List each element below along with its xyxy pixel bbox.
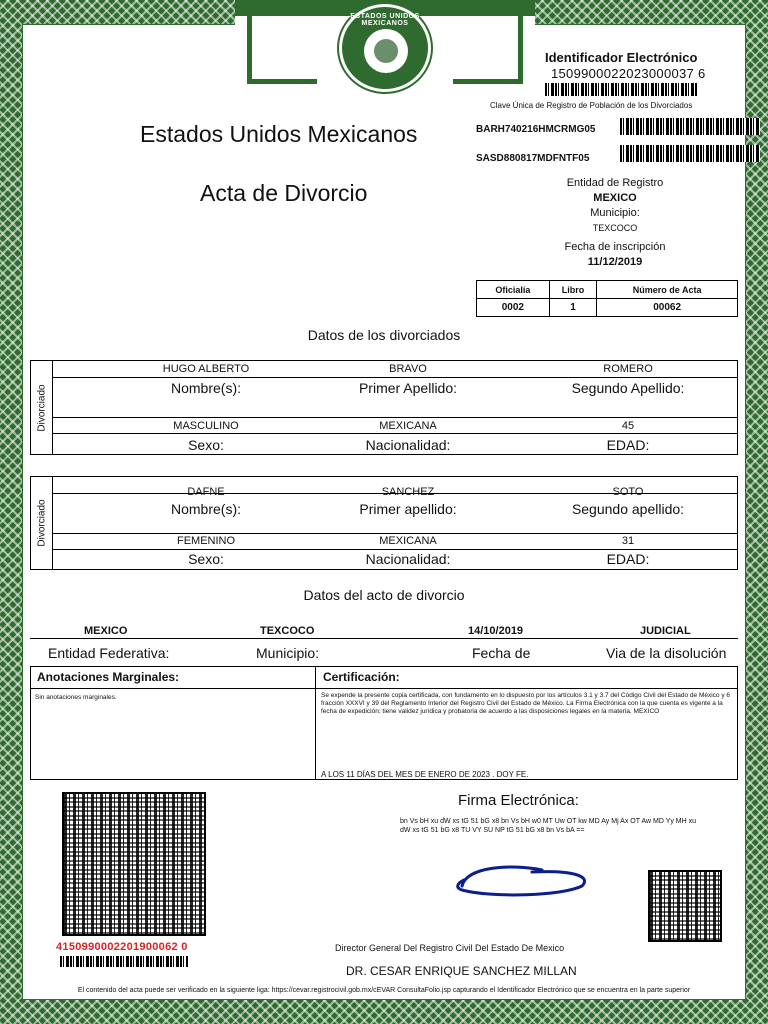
footer-verification: El contenido del acta puede ser verificado en la siguiente liga: https://cevar.registrocivil.gob.mx/cEVAR ConsultaFolio.jsp capturando el Identificador Electrónico que se encuentra en la parte superior (77, 987, 691, 994)
identifier-label: Identificador Electrónico (545, 50, 698, 65)
act-values-row (30, 625, 738, 639)
notes-divider (315, 667, 316, 779)
divorciado-nombre-label: Nombre(s): (170, 380, 241, 396)
registry-entity-value: MEXICO (593, 192, 637, 204)
folio-barcode (60, 956, 188, 967)
divorciado-edad-label: EDAD: (606, 437, 650, 453)
curp-first: BARH740216HMCRMG05 (476, 124, 596, 135)
divorciada-nacionalidad-label: Nacionalidad: (365, 551, 451, 567)
divorciada-segundo-apellido-label: Segundo apellido: (571, 501, 685, 517)
registry-entity-label: Entidad de Registro (566, 177, 664, 189)
record-table (476, 280, 738, 317)
divorciado-side-text: Divorciado (36, 383, 47, 432)
registry-block (490, 176, 740, 270)
divorciada-segundo-apellido: SOTO (612, 486, 644, 498)
signature-icon (452, 856, 602, 906)
registry-municipality-value: TEXCOCO (592, 223, 638, 233)
registry-date-value: 11/12/2019 (587, 256, 643, 268)
greek-pattern-right (453, 14, 523, 84)
divorciado-sexo-label: Sexo: (188, 437, 224, 453)
identifier-value: 1509900022023000037 6 (551, 66, 706, 81)
record-header-oficialia: Oficialía (477, 281, 550, 299)
divorciada-side-text: Divorciado (36, 499, 47, 547)
record-value-numero: 00062 (597, 299, 738, 317)
divorciado-primer-apellido-label: Primer Apellido: (358, 380, 458, 396)
record-header-libro: Libro (549, 281, 596, 299)
section-act-title: Datos del acto de divorcio (303, 587, 465, 603)
divider (53, 417, 737, 418)
country-title: Estados Unidos Mexicanos (140, 121, 418, 147)
record-value-libro: 1 (549, 299, 596, 317)
divorciada-edad: 31 (621, 535, 635, 547)
qr-code-small-icon (648, 870, 722, 942)
act-municipio: TEXCOCO (260, 625, 315, 637)
curp-first-barcode (620, 118, 760, 135)
divorciado-side-label (31, 361, 53, 454)
divorciado-sexo: MASCULINO (173, 420, 239, 432)
act-fecha-label: Fecha de (472, 645, 531, 661)
act-via-label: Via de la disolución (606, 645, 727, 661)
identifier-barcode (545, 83, 697, 96)
divorciado-nombre: HUGO ALBERTO (162, 363, 250, 375)
divorciado-nacionalidad-label: Nacionalidad: (365, 437, 451, 453)
act-entidad: MEXICO (84, 625, 128, 637)
certificacion-text: Se expende la presente copia certificada, con fundamento en lo dispuesto por los artículos 3.1 y 3.7 del Código Civil del Estado de México y 6 fracción XXXVI y 39 del Reglamento Interior del Registro Civil del Estado de México. La Firma Electrónica con la que cuenta es vigente a la fecha de expedición; tiene validez jurídica y probatoria de acuerdo a las disposiciones legales en la materia. MEXICO (321, 692, 731, 715)
section-divorced-title: Datos de los divorciados (307, 327, 461, 343)
curp-second-barcode (620, 145, 760, 162)
act-entidad-label: Entidad Federativa: (48, 645, 170, 661)
divorciado-nacionalidad: MEXICANA (379, 420, 437, 432)
firma-hash: bn Vs bH xu dW xs tG 51 bG x8 bn Vs bH w0 MT Uw OT kw MD Ay Mj Ax OT Aw MD Yy MH xu dW xs tG 51 bG x8 TU VY SU NP tG 51 bG x8 bn Vs bA == (400, 818, 697, 834)
divorciada-nombre-label: Nombre(s): (170, 501, 241, 517)
divider (53, 433, 737, 434)
act-municipio-label: Municipio: (256, 645, 320, 661)
curp-second: SASD880817MDFNTF05 (476, 153, 590, 164)
director-title: Director General Del Registro Civil Del Estado De Mexico (335, 943, 565, 953)
divorciada-edad-label: EDAD: (606, 551, 650, 567)
director-name: DR. CESAR ENRIQUE SANCHEZ MILLAN (346, 964, 577, 978)
divorciada-sexo: FEMENINO (176, 535, 236, 547)
divider (53, 377, 737, 378)
document-title: Acta de Divorcio (200, 180, 368, 206)
divorciada-nacionalidad: MEXICANA (379, 535, 437, 547)
act-via: JUDICIAL (640, 625, 691, 637)
eagle-icon (364, 29, 408, 73)
divorciado-segundo-apellido: ROMERO (603, 363, 653, 375)
divorciado-edad: 45 (621, 420, 635, 432)
curp-label: Clave Única de Registro de Población de los Divorciados (490, 101, 693, 110)
seal-text: ESTADOS UNIDOS MEXICANOS (350, 13, 420, 27)
record-header-numero: Número de Acta (597, 281, 738, 299)
header-seal-area (235, 0, 535, 96)
divorciada-sexo-label: Sexo: (188, 551, 224, 567)
qr-code-icon (62, 792, 206, 936)
divorciado-box (30, 360, 738, 455)
divorciada-side-label (31, 477, 53, 569)
certificacion-title: Certificación: (323, 670, 400, 684)
divorciada-nombre: DAFNE (187, 486, 225, 498)
registry-municipality-label: Municipio: (590, 207, 640, 219)
certificacion-date: A LOS 11 DÍAS DEL MES DE ENERO DE 2023 . DOY FE. (321, 770, 529, 779)
folio-number: 4150990002201900062 0 (56, 941, 188, 953)
record-value-oficialia: 0002 (477, 299, 550, 317)
registry-date-label: Fecha de inscripción (564, 241, 666, 253)
anotaciones-title: Anotaciones Marginales: (37, 670, 180, 684)
divorciada-primer-apellido: SANCHEZ (381, 486, 435, 498)
divorciado-primer-apellido: BRAVO (389, 363, 427, 375)
divorciado-segundo-apellido-label: Segundo Apellido: (571, 380, 685, 396)
notes-box (30, 666, 738, 780)
divorciada-primer-apellido-label: Primer apellido: (359, 501, 457, 517)
divider (53, 549, 737, 550)
divider (53, 533, 737, 534)
firma-title: Firma Electrónica: (458, 792, 579, 809)
national-seal (339, 4, 431, 92)
divorciada-box (30, 476, 738, 570)
act-fecha: 14/10/2019 (468, 625, 524, 637)
greek-pattern-left (247, 14, 317, 84)
anotaciones-text: Sin anotaciones marginales. (35, 694, 117, 701)
